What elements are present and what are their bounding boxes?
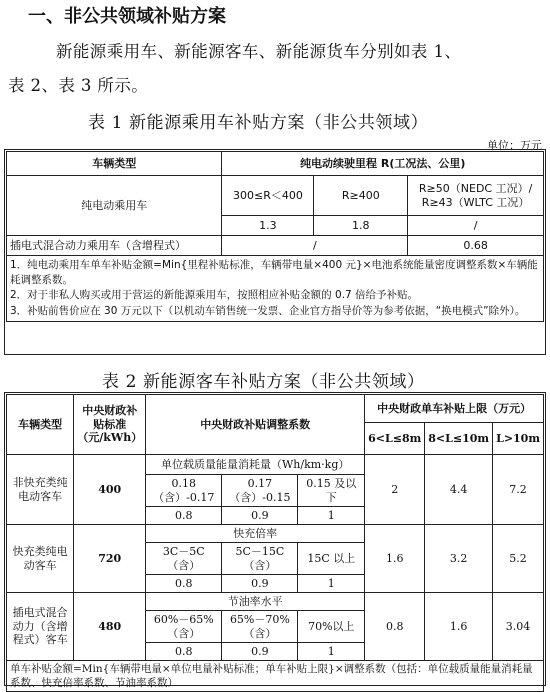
table1-row-phev-label: 插电式混合动力乘用车（含增程式）	[7, 236, 222, 256]
table1-note-3: 3．补贴前售价应在 30 万元以下（以机动车销售统一发票、企业官方指导价等为参考依据，“换电模式”除外）。	[10, 304, 526, 317]
intro-paragraph-line1: 新能源乘用车、新能源客车、新能源货车分别如表 1、	[56, 42, 462, 61]
intro-paragraph-line2: 表 2、表 3 所示。	[8, 76, 149, 95]
table2-row1-type: 非快充类纯电动客车	[7, 455, 74, 525]
table2-row3-coef-3: 1	[298, 643, 365, 661]
table2-row1-range-3: 0.15 及以下	[298, 475, 365, 507]
table2-row1-range-1: 0.18（含）-0.17	[146, 475, 222, 507]
table1-header-range: 纯电动续驶里程 R(工况法、公里)	[222, 152, 544, 176]
table1-phev-value: 0.68	[408, 236, 544, 256]
table1-caption: 表 1 新能源乘用车补贴方案（非公共领域）	[88, 113, 429, 133]
table2-row3-cap-3: 3.04	[493, 593, 544, 661]
table1-range-2: R≥400	[314, 176, 408, 216]
table2-row1-standard: 400	[74, 455, 146, 525]
table2-row2-coef-2: 0.9	[222, 575, 298, 593]
table2-row3-cap-2: 1.6	[425, 593, 493, 661]
table2-caption: 表 2 新能源客车补贴方案（非公共领域）	[102, 372, 425, 392]
table2-row3-coef-1: 0.8	[146, 643, 222, 661]
table1-range-3-wltc: R≥43（WLTC 工况）	[421, 195, 530, 209]
table1-range-3-nedc: R≥50（NEDC 工况）/	[418, 181, 533, 195]
table1-note-1: 1．纯电动乘用车单车补贴金额=Min{里程补贴标准，车辆带电量×400 元}×电池系统能量密度调整系数×车辆能耗调整系数。	[10, 259, 538, 287]
table2-row2-range-2: 5C－15C（含）	[222, 543, 298, 575]
table2-row2-factor-label: 快充倍率	[146, 525, 365, 543]
table1-range-1: 300≤R＜400	[222, 176, 314, 216]
table2	[6, 394, 544, 692]
table2-row2-cap-3: 5.2	[493, 525, 544, 593]
table2-note: 单车补贴金额=Min{车辆带电量×单位电量补贴标准；单车补贴上限}×调整系数（包括：单位载质量能量消耗量系数、快充倍率系数、节油率系数）	[7, 661, 544, 692]
table2-cap-range-3: L>10m	[493, 423, 544, 455]
table1-note-2: 2．对于非私人购买或用于营运的新能源乘用车，按照相应补贴金额的 0.7 倍给予补贴。	[10, 289, 419, 302]
table2-row3-range-3: 70%以上	[298, 611, 365, 643]
table2-row1-cap-2: 4.4	[425, 455, 493, 525]
table2-row2-cap-1: 1.6	[365, 525, 425, 593]
table2-row1-coef-2: 0.9	[222, 507, 298, 525]
table2-row1-coef-1: 0.8	[146, 507, 222, 525]
table1-bev-value-2: 1.8	[314, 216, 408, 236]
table2-cap-range-1: 6<L≤8m	[365, 423, 425, 455]
table2-row2-standard: 720	[74, 525, 146, 593]
table2-header-adjustment: 中央财政补贴调整系数	[146, 395, 365, 455]
table2-row2-range-3: 15C 以上	[298, 543, 365, 575]
table1-header-type: 车辆类型	[7, 152, 222, 176]
table1-range-3	[408, 176, 544, 216]
table2-row1-cap-3: 7.2	[493, 455, 544, 525]
section-heading: 一、非公共领域补贴方案	[28, 6, 226, 27]
table2-row3-coef-2: 0.9	[222, 643, 298, 661]
table2-header-type: 车辆类型	[7, 395, 74, 455]
table1-unit: 单位：万元	[487, 139, 542, 152]
table2-row1-range-2: 0.17（含）-0.15	[222, 475, 298, 507]
table2-row2-type: 快充类纯电动客车	[7, 525, 74, 593]
table2-row3-standard: 480	[74, 593, 146, 661]
table2-row2-range-1: 3C－5C（含）	[146, 543, 222, 575]
table2-row3-factor-label: 节油率水平	[146, 593, 365, 611]
table2-cap-range-2: 8<L≤10m	[425, 423, 493, 455]
table1-row-bev-label: 纯电动乘用车	[7, 176, 222, 236]
table1-bev-value-3: /	[408, 216, 544, 236]
table2-row1-coef-3: 1	[298, 507, 365, 525]
table2-header-standard: 中央财政补贴标准（元/kWh）	[74, 395, 146, 455]
table2-row2-cap-2: 3.2	[425, 525, 493, 593]
table2-row2-coef-3: 1	[298, 575, 365, 593]
table2-row3-cap-1: 0.8	[365, 593, 425, 661]
table2-row3-range-1: 60%－65%（含）	[146, 611, 222, 643]
table2-header-cap: 中央财政单车补贴上限（万元）	[365, 395, 544, 423]
table1-bev-value-1: 1.3	[222, 216, 314, 236]
table1-phev-slash: /	[222, 236, 408, 256]
table1-notes	[7, 256, 544, 322]
table2-row3-type: 插电式混合动力（含增程式）客车	[7, 593, 74, 661]
table2-row3-range-2: 65%－70%（含）	[222, 611, 298, 643]
table2-row1-factor-label: 单位载质量能量消耗量（Wh/km·kg）	[146, 455, 365, 475]
table1	[6, 151, 544, 322]
table2-row2-coef-1: 0.8	[146, 575, 222, 593]
table2-row1-cap-1: 2	[365, 455, 425, 525]
